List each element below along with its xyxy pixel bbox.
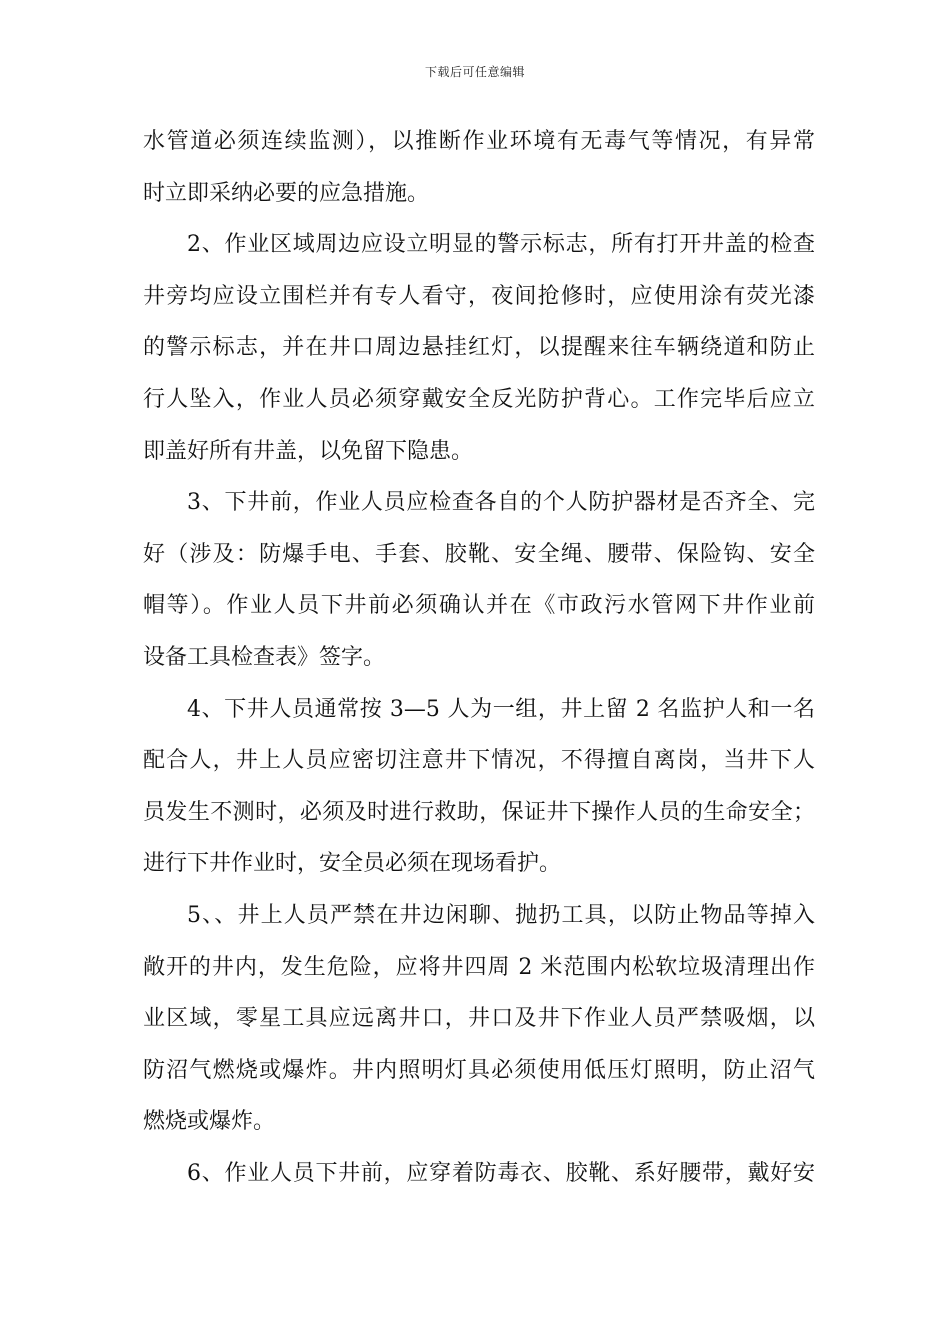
text-line: 员发生不测时，必须及时进行救助，保证井下操作人员的生命安全；	[143, 799, 815, 825]
text-line: 井旁均应设立围栏并有专人看守，夜间抢修时，应使用涂有荧光漆	[143, 283, 815, 309]
text-line: 水管道必须连续监测），以推断作业环境有无毒气等情况，有异常	[143, 129, 815, 154]
text-line: 帽等）。作业人员下井前必须确认并在《市政污水管网下井作业前	[143, 593, 815, 619]
text-line: 燃烧或爆炸。	[143, 1109, 276, 1135]
text-line: 业区域，零星工具应远离井口，井口及井下作业人员严禁吸烟，以	[143, 1006, 815, 1032]
text-line: 配合人，井上人员应密切注意井下情况，不得擅自离岗，当井下人	[143, 748, 815, 774]
text-line: 的警示标志，并在井口周边悬挂红灯，以提醒来往车辆绕道和防止	[143, 335, 815, 361]
body-text	[143, 116, 815, 1199]
text-line: 敞开的井内，发生危险，应将井四周 2 米范围内松软垃圾清理出作	[143, 954, 815, 980]
text-line: 行人坠入，作业人员必须穿戴安全反光防护背心。工作完毕后应立	[143, 386, 815, 412]
text-line: 时立即采纳必要的应急措施。	[143, 180, 430, 206]
text-line: 防沼气燃烧或爆炸。井内照明灯具必须使用低压灯照明，防止沼气	[143, 1057, 815, 1083]
text-line: 3、下井前，作业人员应检查各自的个人防护器材是否齐全、完	[187, 490, 815, 516]
text-line: 5、、井上人员严禁在井边闲聊、抛扔工具，以防止物品等掉入	[187, 902, 815, 928]
text-line: 好（涉及：防爆手电、手套、胶靴、安全绳、腰带、保险钩、安全	[143, 541, 815, 567]
text-line: 6、作业人员下井前，应穿着防毒衣、胶靴、系好腰带，戴好安	[187, 1160, 815, 1186]
page-header: 下载后可任意编辑	[424, 65, 525, 79]
text-line: 2、作业区域周边应设立明显的警示标志，所有打开井盖的检查	[187, 232, 815, 258]
text-line: 4、下井人员通常按 3—5 人为一组，井上留 2 名监护人和一名	[187, 696, 815, 722]
text-line: 设备工具检查表》签字。	[143, 644, 386, 670]
text-line: 进行下井作业时，安全员必须在现场看护。	[143, 851, 562, 877]
text-line: 即盖好所有井盖，以免留下隐患。	[143, 438, 474, 464]
